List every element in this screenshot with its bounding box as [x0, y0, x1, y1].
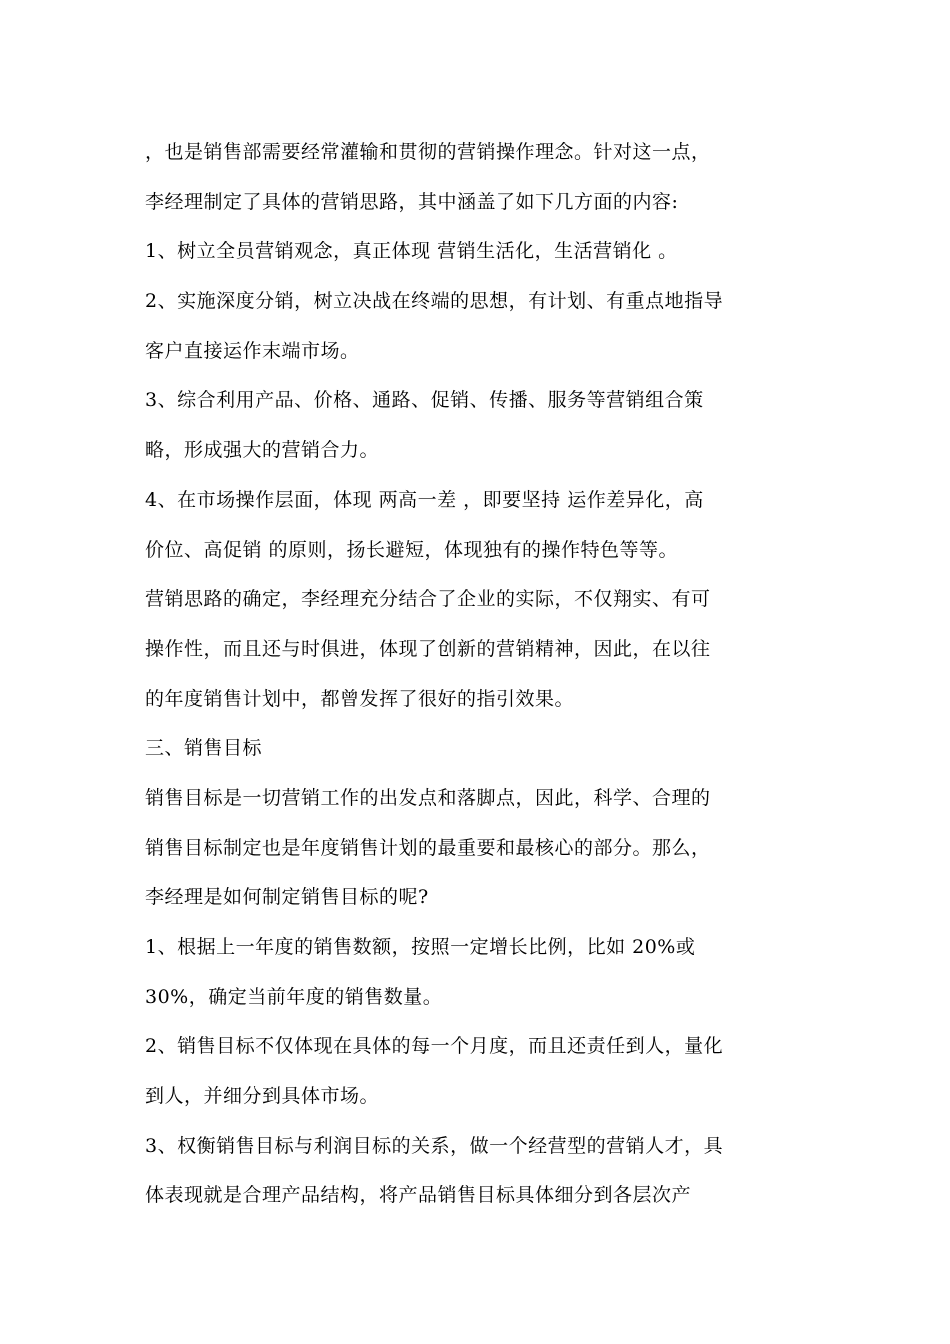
list-item: 4、在市场操作层面，体现 两高一差 ，即要坚持 运作差异化，高	[145, 488, 704, 511]
section-heading: 三、销售目标	[145, 737, 263, 760]
text-line: 体表现就是合理产品结构，将产品销售目标具体细分到各层次产	[145, 1184, 692, 1207]
text-line: 营销思路的确定，李经理充分结合了企业的实际，不仅翔实、有可	[145, 588, 711, 611]
text-line: 的年度销售计划中，都曾发挥了很好的指引效果。	[145, 687, 575, 710]
list-item: 3、综合利用产品、价格、通路、促销、传播、服务等营销组合策	[145, 389, 704, 412]
list-item: 2、实施深度分销，树立决战在终端的思想，有计划、有重点地指导	[145, 290, 724, 313]
list-item: 1、树立全员营销观念，真正体现 营销生活化，生活营销化 。	[145, 240, 678, 263]
text-line: 李经理是如何制定销售目标的呢?	[145, 886, 429, 909]
text-line: 李经理制定了具体的营销思路，其中涵盖了如下几方面的内容:	[145, 190, 679, 213]
text-line: 客户直接运作末端市场。	[145, 339, 360, 362]
body-text	[145, 128, 810, 1221]
text-line: 价位、高促销 的原则，扬长避短，体现独有的操作特色等等。	[145, 538, 679, 561]
text-line: 30%，确定当前年度的销售数量。	[145, 985, 443, 1008]
text-line: 操作性，而且还与时俱进，体现了创新的营销精神，因此，在以往	[145, 637, 711, 660]
list-item: 2、销售目标不仅体现在具体的每一个月度，而且还责任到人，量化	[145, 1035, 724, 1058]
text-line: 销售目标是一切营销工作的出发点和落脚点，因此，科学、合理的	[145, 786, 711, 809]
list-item: 1、根据上一年度的销售数额，按照一定增长比例，比如 20%或	[145, 936, 696, 958]
text-line: 到人，并细分到具体市场。	[145, 1085, 380, 1108]
text-line: 销售目标制定也是年度销售计划的最重要和最核心的部分。那么，	[145, 836, 711, 859]
list-item: 3、权衡销售目标与利润目标的关系，做一个经营型的营销人才，具	[145, 1134, 724, 1157]
text-line: ，也是销售部需要经常灌输和贯彻的营销操作理念。针对这一点，	[145, 141, 711, 163]
text-line: 略，形成强大的营销合力。	[145, 439, 380, 462]
